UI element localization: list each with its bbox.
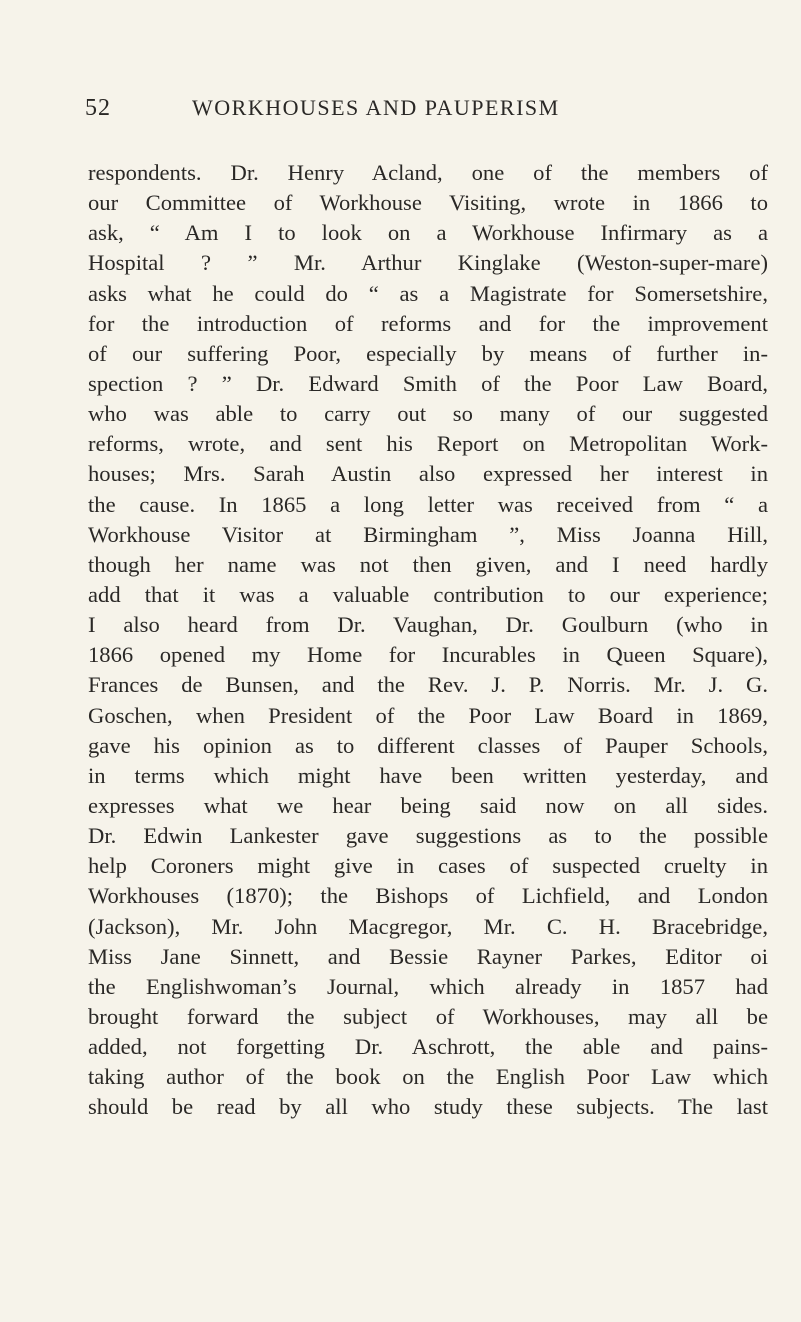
text-line: for the introduction of reforms and for the improvement [88,310,768,336]
page-number: 52 [85,95,111,121]
text-line: ask, “ Am I to look on a Workhouse Infirmary as a [88,220,768,246]
text-line: (Jackson), Mr. John Macgregor, Mr. C. H. Bracebridge, [88,913,768,939]
text-line: Goschen, when President of the Poor Law Board in 1869, [88,702,768,728]
text-line: gave his opinion as to different classes of Pauper Schools, [88,732,768,758]
text-line: Workhouse Visitor at Birmingham ”, Miss Joanna Hill, [88,521,768,547]
text-line: of our suffering Poor, especially by means of further in- [88,340,768,366]
text-line: add that it was a valuable contribution to our experience; [88,581,768,607]
text-line: should be read by all who study these subjects. The last [88,1094,768,1120]
text-line: our Committee of Workhouse Visiting, wrote in 1866 to [88,190,768,216]
text-line: who was able to carry out so many of our suggested [88,401,768,427]
text-line: help Coroners might give in cases of suspected cruelty in [88,853,768,879]
text-line: Frances de Bunsen, and the Rev. J. P. Norris. Mr. J. G. [88,672,768,698]
text-line: brought forward the subject of Workhouses, may all be [88,1003,768,1029]
body-paragraph [88,158,768,1123]
text-line: asks what he could do “ as a Magistrate for Somersetshire, [88,280,768,306]
text-line: I also heard from Dr. Vaughan, Dr. Goulburn (who in [88,612,768,638]
text-line: though her name was not then given, and I need hardly [88,551,768,577]
text-line: 1866 opened my Home for Incurables in Queen Square), [88,642,768,668]
text-line: reforms, wrote, and sent his Report on Metropolitan Work- [88,431,768,457]
text-line: added, not forgetting Dr. Aschrott, the able and pains- [88,1034,768,1060]
text-line: taking author of the book on the English Poor Law which [88,1064,768,1090]
text-line: houses; Mrs. Sarah Austin also expressed her interest in [88,461,768,487]
text-line: expresses what we hear being said now on all sides. [88,792,768,818]
text-line: spection ? ” Dr. Edward Smith of the Poor Law Board, [88,370,768,396]
text-line: Dr. Edwin Lankester gave suggestions as to the possible [88,823,768,849]
running-title: WORKHOUSES AND PAUPERISM [192,95,560,120]
text-line: in terms which might have been written yesterday, and [88,762,768,788]
text-line: Workhouses (1870); the Bishops of Lichfield, and London [88,883,768,909]
text-line: the cause. In 1865 a long letter was received from “ a [88,491,768,517]
text-line: Hospital ? ” Mr. Arthur Kinglake (Weston-super-mare) [88,250,768,276]
text-line: the Englishwoman’s Journal, which already in 1857 had [88,973,768,999]
text-line: Miss Jane Sinnett, and Bessie Rayner Parkes, Editor oi [88,943,768,969]
text-line: respondents. Dr. Henry Acland, one of the members of [88,160,768,185]
